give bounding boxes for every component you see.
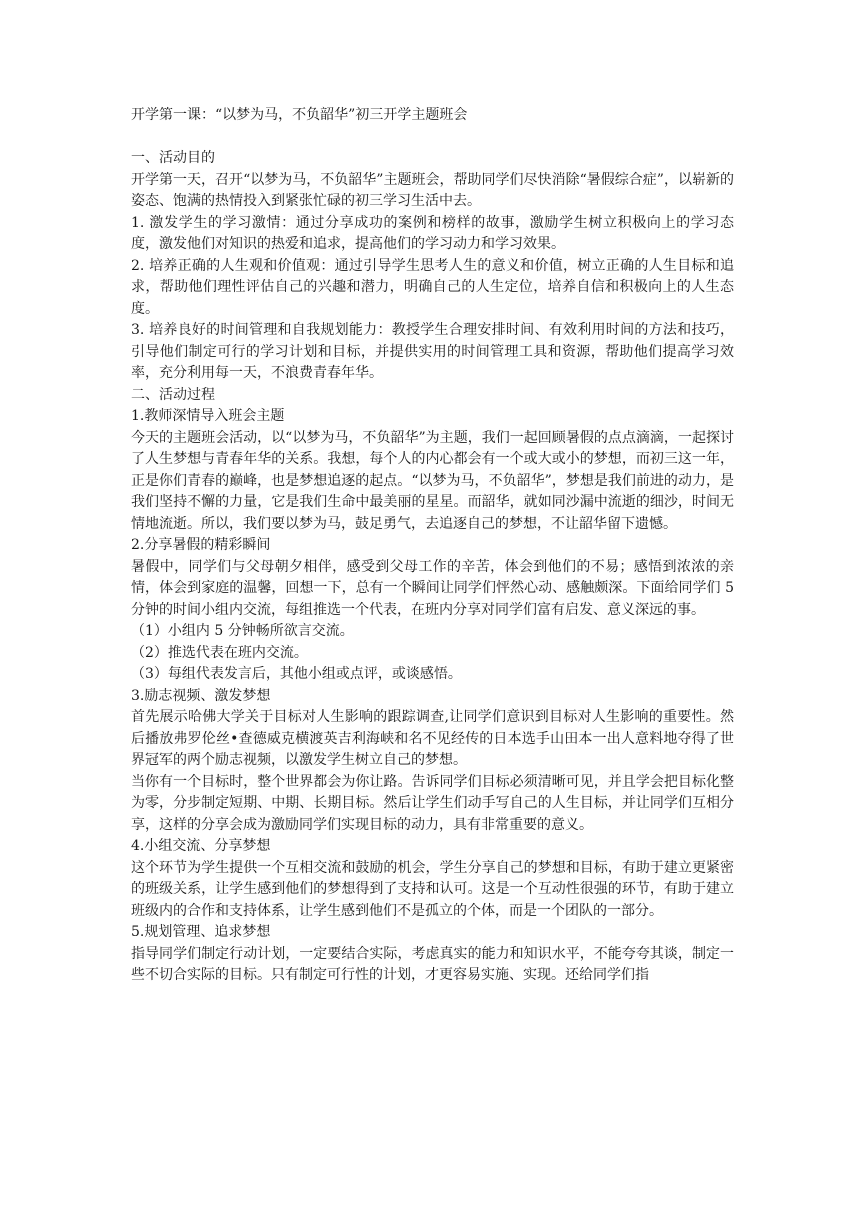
step-3-text-2: 当你有一个目标时，整个世界都会为你让路。告诉同学们目标必须清晰可见，并且学会把目标化整为零，分步制定短期、中期、长期目标。然后让学生们动手写自己的人生目标，并让同学们互相分享，这样的分享会成为激励同学们实现目标的动力，具有非常重要的意义。	[131, 773, 734, 833]
step-2-text: 暑假中，同学们与父母朝夕相伴，感受到父母工作的辛苦，体会到他们的不易；感悟到浓浓的亲情，体会到家庭的温馨，回想一下，总有一个瞬间让同学们怦然心动、感触颇深。下面给同学们 5 分钟的时间小组内交流，每组推选一个代表，在班内分享对同学们富有启发、意义深远的事。	[131, 558, 734, 618]
goal-item-1: 1. 激发学生的学习激情：通过分享成功的案例和榜样的故事，激励学生树立积极向上的学习态度，激发他们对知识的热爱和追求，提高他们的学习动力和学习效果。	[131, 214, 734, 252]
goal-item-2: 2. 培养正确的人生观和价值观：通过引导学生思考人生的意义和价值，树立正确的人生目标和追求，帮助他们理性评估自己的兴趣和潜力，明确自己的人生定位，培养自信和积极向上的人生态度。	[131, 257, 734, 317]
document-page	[131, 104, 734, 987]
step-2-list-item-2: （2）推选代表在班内交流。	[131, 644, 308, 661]
step-5-heading: 5.规划管理、追求梦想	[131, 924, 271, 940]
step-4-heading: 4.小组交流、分享梦想	[131, 838, 271, 854]
step-5-text: 指导同学们制定行动计划，一定要结合实际，考虑真实的能力和知识水平，不能夸夸其谈，制定一些不切合实际的目标。只有制定可行性的计划，才更容易实施、实现。还给同学们指	[131, 945, 734, 983]
step-1-heading: 1.教师深情导入班会主题	[131, 408, 285, 424]
step-2-heading: 2.分享暑假的精彩瞬间	[131, 537, 271, 553]
document-title: 开学第一课：“以梦为马，不负韶华”初三开学主题班会	[131, 107, 468, 123]
step-2-list-item-3: （3）每组代表发言后，其他小组或点评，或谈感悟。	[131, 666, 462, 682]
goal-item-3: 3. 培养良好的时间管理和自我规划能力：教授学生合理安排时间、有效利用时间的方法和技巧，引导他们制定可行的学习计划和目标，并提供实用的时间管理工具和资源，帮助他们提高学习效率，充分利用每一天，不浪费青春年华。	[131, 322, 734, 381]
purpose-intro: 开学第一天，召开“以梦为马，不负韶华”主题班会，帮助同学们尽快消除“暑假综合症”，以崭新的姿态、饱满的热情投入到紧张忙碌的初三学习生活中去。	[131, 171, 734, 209]
step-2-list-item-1: （1）小组内 5 分钟畅所欲言交流。	[131, 623, 354, 639]
step-4-text: 这个环节为学生提供一个互相交流和鼓励的机会，学生分享自己的梦想和目标，有助于建立更紧密的班级关系，让学生感到他们的梦想得到了支持和认可。这是一个互动性很强的环节，有助于建立班级内的合作和支持体系，让学生感到他们不是孤立的个体，而是一个团队的一部分。	[131, 859, 734, 919]
step-3-heading: 3.励志视频、激发梦想	[131, 687, 271, 704]
section-heading-purpose: 一、活动目的	[131, 150, 215, 166]
section-heading-process: 二、活动过程	[131, 386, 215, 403]
step-3-text-1: 首先展示哈佛大学关于目标对人生影响的跟踪调查,让同学们意识到目标对人生影响的重要性。然后播放弗罗伦丝•查德威克横渡英吉利海峡和名不见经传的日本选手山田本一出人意料地夺得了世界冠军的两个励志视频，以激发学生树立自己的梦想。	[131, 709, 734, 768]
step-1-text: 今天的主题班会活动，以“以梦为马，不负韶华”为主题，我们一起回顾暑假的点点滴滴，一起探讨了人生梦想与青春年华的关系。我想，每个人的内心都会有一个或大或小的梦想，而初三这一年，正是你们青春的巅峰，也是梦想追逐的起点。“以梦为马，不负韶华”，梦想是我们前进的动力，是我们坚持不懈的力量，它是我们生命中最美丽的星星。而韶华，就如同沙漏中流逝的细沙，时间无情地流逝。所以，我们要以梦为马，鼓足勇气，去追逐自己的梦想，不让韶华留下遗憾。	[131, 429, 734, 532]
